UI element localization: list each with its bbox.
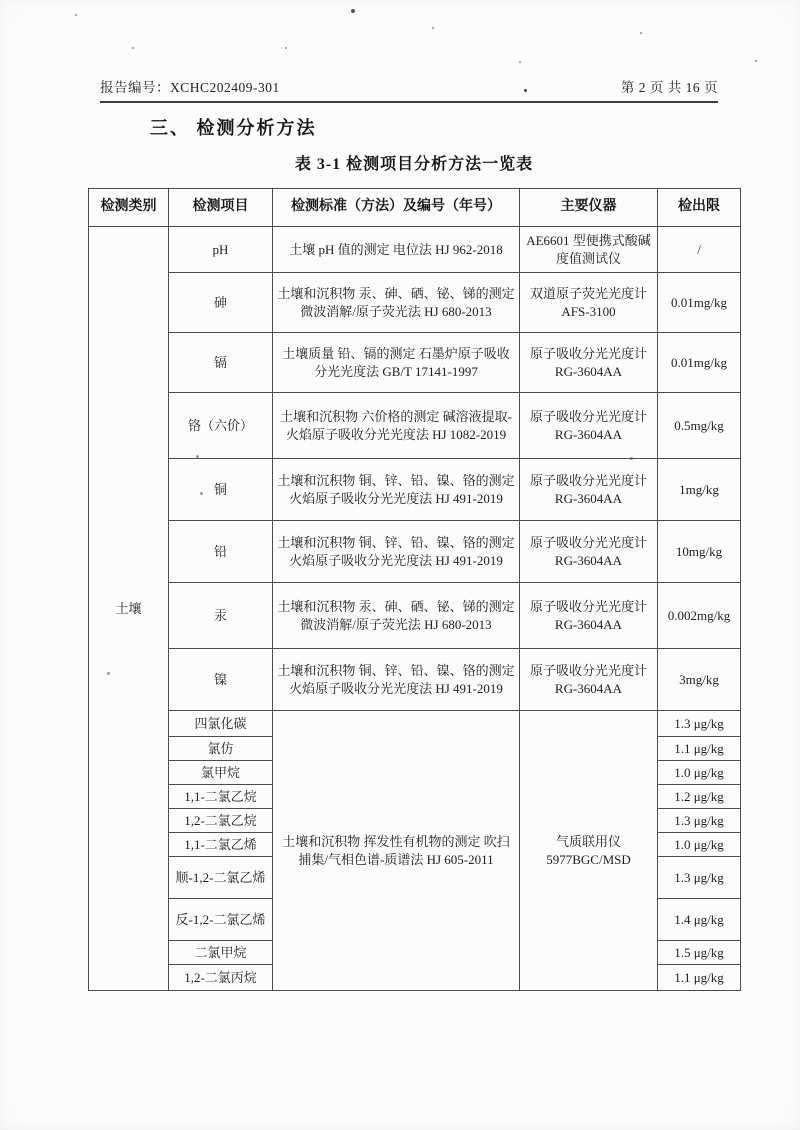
item-cell: 铅 — [169, 521, 273, 583]
scan-speck — [285, 47, 287, 49]
limit-cell: 1.0 μg/kg — [658, 761, 741, 785]
item-cell: 1,1-二氯乙烷 — [169, 785, 273, 809]
instrument-cell: 原子吸收分光光度计 RG-3604AA — [520, 649, 658, 711]
section-title: 三、 检测分析方法 — [150, 118, 317, 138]
item-cell: 二氯甲烷 — [169, 941, 273, 965]
item-cell: pH — [169, 227, 273, 273]
limit-cell: 1mg/kg — [658, 459, 741, 521]
limit-cell: / — [658, 227, 741, 273]
limit-cell: 1.2 μg/kg — [658, 785, 741, 809]
instrument-cell: 原子吸收分光光度计 RG-3604AA — [520, 459, 658, 521]
limit-cell: 1.1 μg/kg — [658, 737, 741, 761]
scan-speck — [519, 61, 521, 63]
instrument-cell: AE6601 型便携式酸碱度值测试仪 — [520, 227, 658, 273]
scan-speck — [640, 32, 642, 34]
table-row — [89, 333, 741, 393]
item-cell: 顺-1,2-二氯乙烯 — [169, 857, 273, 899]
page-header — [100, 76, 718, 103]
item-cell: 铬（六价） — [169, 393, 273, 459]
table-row — [89, 711, 741, 737]
column-header-method: 检测标准（方法）及编号（年号） — [273, 189, 520, 227]
scan-speck — [132, 47, 134, 49]
limit-cell: 1.0 μg/kg — [658, 833, 741, 857]
method-cell: 土壤和沉积物 铜、锌、铅、镍、铬的测定 火焰原子吸收分光光度法 HJ 491-2019 — [273, 649, 520, 711]
limit-cell: 1.3 μg/kg — [658, 857, 741, 899]
method-cell: 土壤和沉积物 铜、锌、铅、镍、铬的测定 火焰原子吸收分光光度法 HJ 491-2019 — [273, 521, 520, 583]
limit-cell: 3mg/kg — [658, 649, 741, 711]
table-row — [89, 649, 741, 711]
scan-speck — [755, 60, 757, 62]
method-cell: 土壤和沉积物 汞、砷、硒、铋、锑的测定 微波消解/原子荧光法 HJ 680-2013 — [273, 273, 520, 333]
table-row — [89, 393, 741, 459]
column-header-limit: 检出限 — [658, 189, 741, 227]
item-cell: 砷 — [169, 273, 273, 333]
report-number: 报告编号：XCHC202409-301 — [100, 80, 280, 95]
item-cell: 镉 — [169, 333, 273, 393]
item-cell: 四氯化碳 — [169, 711, 273, 737]
limit-cell: 1.1 μg/kg — [658, 965, 741, 991]
analysis-methods-table — [88, 188, 741, 991]
page-number: 第 2 页 共 16 页 — [620, 80, 718, 95]
category-cell: 土壤 — [89, 227, 169, 991]
scan-speck — [75, 14, 77, 16]
instrument-cell: 原子吸收分光光度计 RG-3604AA — [520, 393, 658, 459]
limit-cell: 0.5mg/kg — [658, 393, 741, 459]
table-row — [89, 521, 741, 583]
item-cell: 铜 — [169, 459, 273, 521]
method-cell: 土壤质量 铅、镉的测定 石墨炉原子吸收分光光度法 GB/T 17141-1997 — [273, 333, 520, 393]
item-cell: 氯仿 — [169, 737, 273, 761]
limit-cell: 0.002mg/kg — [658, 583, 741, 649]
item-cell: 1,2-二氯乙烷 — [169, 809, 273, 833]
item-cell: 反-1,2-二氯乙烯 — [169, 899, 273, 941]
item-cell: 氯甲烷 — [169, 761, 273, 785]
method-cell: 土壤 pH 值的测定 电位法 HJ 962-2018 — [273, 227, 520, 273]
limit-cell: 0.01mg/kg — [658, 273, 741, 333]
instrument-cell: 原子吸收分光光度计 RG-3604AA — [520, 333, 658, 393]
instrument-cell: 原子吸收分光光度计 RG-3604AA — [520, 521, 658, 583]
table-header-row — [89, 189, 741, 227]
voc-method-cell: 土壤和沉积物 挥发性有机物的测定 吹扫捕集/气相色谱-质谱法 HJ 605-2011 — [273, 711, 520, 991]
table-row — [89, 459, 741, 521]
method-cell: 土壤和沉积物 六价格的测定 碱溶液提取-火焰原子吸收分光光度法 HJ 1082-2019 — [273, 393, 520, 459]
scan-speck — [524, 89, 527, 92]
instrument-cell: 双道原子荧光光度计 AFS-3100 — [520, 273, 658, 333]
item-cell: 镍 — [169, 649, 273, 711]
method-cell: 土壤和沉积物 铜、锌、铅、镍、铬的测定 火焰原子吸收分光光度法 HJ 491-2019 — [273, 459, 520, 521]
instrument-cell: 原子吸收分光光度计 RG-3604AA — [520, 583, 658, 649]
table-row — [89, 273, 741, 333]
item-cell: 1,1-二氯乙烯 — [169, 833, 273, 857]
limit-cell: 1.3 μg/kg — [658, 809, 741, 833]
column-header-category: 检测类别 — [89, 189, 169, 227]
limit-cell: 0.01mg/kg — [658, 333, 741, 393]
limit-cell: 1.4 μg/kg — [658, 899, 741, 941]
scan-speck — [432, 27, 434, 29]
limit-cell: 1.5 μg/kg — [658, 941, 741, 965]
column-header-item: 检测项目 — [169, 189, 273, 227]
limit-cell: 10mg/kg — [658, 521, 741, 583]
column-header-instrument: 主要仪器 — [520, 189, 658, 227]
scan-speck — [351, 9, 355, 13]
item-cell: 汞 — [169, 583, 273, 649]
method-cell: 土壤和沉积物 汞、砷、硒、铋、锑的测定 微波消解/原子荧光法 HJ 680-2013 — [273, 583, 520, 649]
table-title: 表 3-1 检测项目分析方法一览表 — [294, 156, 534, 173]
voc-instrument-cell: 气质联用仪 5977BGC/MSD — [520, 711, 658, 991]
table-row — [89, 583, 741, 649]
limit-cell: 1.3 μg/kg — [658, 711, 741, 737]
table-row — [89, 227, 741, 273]
item-cell: 1,2-二氯丙烷 — [169, 965, 273, 991]
